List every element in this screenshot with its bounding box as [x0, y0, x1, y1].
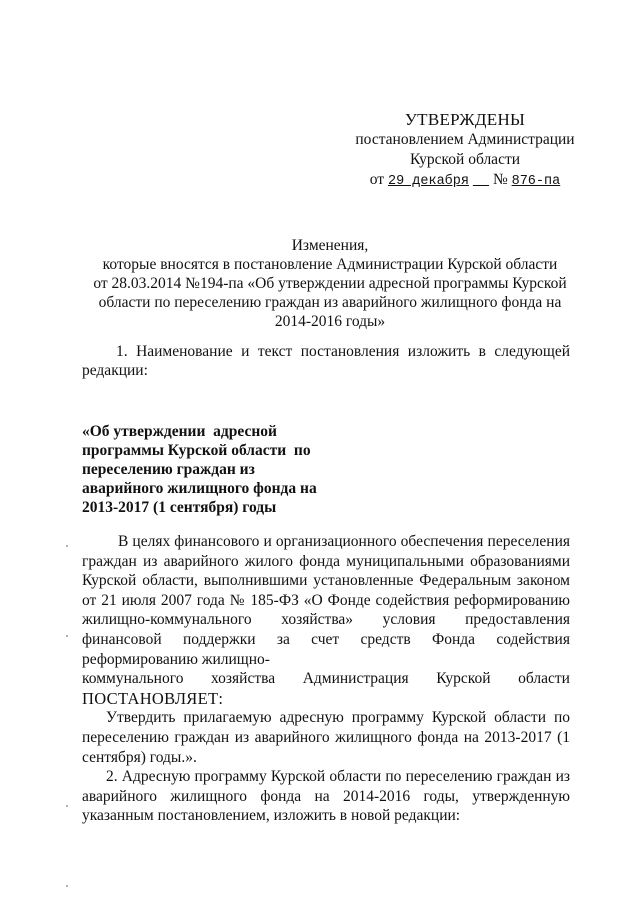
changes-line-4: 2014-2016 годы»: [274, 313, 386, 330]
changes-line-3: области по переселению граждан из аварийного жилищного фонда на: [98, 294, 562, 311]
new-program-title: [82, 422, 322, 517]
number-prefix: №: [492, 171, 508, 188]
new-title-line-1: «Об утверждении адресной: [82, 423, 277, 440]
approval-line-1: постановлением Администрации: [355, 131, 575, 148]
approve-paragraph: Утвердить прилагаемую адресную программу Курской области по переселению граждан из аварийного жилищного фонда на 2013-2017 (1 сентября) годы.».: [82, 709, 570, 766]
spread-word: Курской: [436, 670, 491, 688]
spread-word: Администрация: [302, 670, 409, 688]
changes-header: [90, 236, 570, 331]
new-title-line-3: переселению граждан из: [82, 461, 255, 478]
spread-line: [82, 669, 570, 689]
new-title-line-4: аварийного жилищного фонда на: [82, 480, 317, 497]
margin-mark: [66, 635, 68, 637]
date-value: 29 декабря: [387, 174, 469, 189]
changes-line-2: от 28.03.2014 №194-па «Об утверждении адресной программы Курской: [93, 275, 567, 292]
date-prefix: от: [369, 171, 385, 188]
changes-line-1: которые вносятся в постановление Администрации Курской области: [102, 256, 558, 273]
spread-word: хозяйства: [211, 670, 276, 688]
number-value: 876-па: [511, 174, 561, 189]
margin-mark: [66, 885, 68, 887]
approval-stamp: [340, 110, 590, 192]
new-title-line-2: программы Курской области по: [82, 442, 311, 459]
approval-date-line: [340, 170, 590, 192]
resolution-body: [82, 532, 570, 826]
approval-title: УТВЕРЖДЕНЫ: [404, 110, 526, 129]
item-1-paragraph: 1. Наименование и текст постановления изложить в следующей редакции:: [82, 343, 570, 379]
approval-line-2: Курской области: [409, 151, 521, 168]
margin-mark: [66, 805, 68, 807]
spread-word: коммунального: [82, 670, 184, 688]
new-title-line-5: 2013-2017 (1 сентября) годы: [82, 499, 277, 516]
margin-mark: [66, 545, 68, 547]
spread-word: области: [518, 670, 570, 688]
changes-title: Изменения,: [291, 237, 369, 254]
resolve-heading: ПОСТАНОВЛЯЕТ:: [82, 688, 224, 708]
preamble-paragraph: В целях финансового и организационного обеспечения переселения граждан из аварийного жилого фонда муниципальными образованиями Курской области, выполнившими установленные Федеральным законом от 21 июля 2007 года № 185-ФЗ «О Фонде содействия реформированию жилищно-коммунального хозяйства» условия предоставления финансовой поддержки за счет средств Фонда содействия реформированию жилищно-: [82, 533, 570, 668]
item-2-paragraph: 2. Адресную программу Курской области по переселению граждан из аварийного жилищного фонда на 2014-2016 годы, утвержденную указанным постановлением, изложить в новой редакции:: [82, 768, 570, 825]
